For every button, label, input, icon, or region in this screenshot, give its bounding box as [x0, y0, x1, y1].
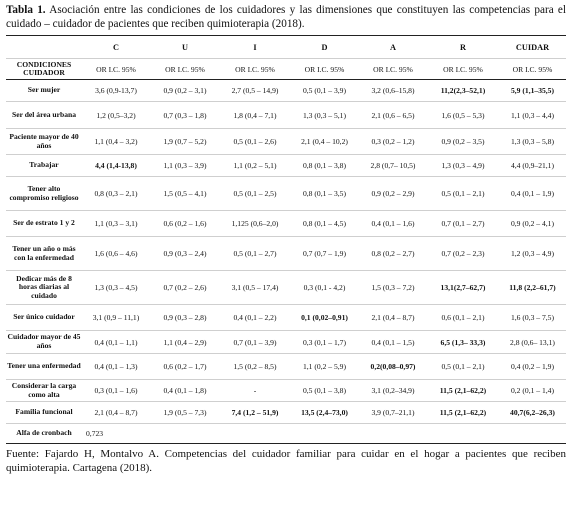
or-ci-cell: 0,9 (0,3 – 2,4): [150, 237, 220, 271]
or-ci-cell: 2,1 (0,6 – 6,5): [359, 102, 427, 129]
or-ci-cell: 1,1 (0,3 – 4,4): [499, 102, 566, 129]
or-ci-cell: 1,9 (0,7 – 5,2): [150, 129, 220, 155]
or-ci-cell: 2,1 (0,4 – 8,7): [359, 305, 427, 331]
or-ci-cell: 1,6 (0,3 – 7,5): [499, 305, 566, 331]
or-ci-cell: 7,4 (1,2 – 51,9): [220, 402, 290, 424]
or-ci-cell: 0,2 (0,1 – 1,4): [499, 380, 566, 402]
condition-label: Familia funcional: [6, 402, 82, 424]
or-ci-cell: 1,1 (0,4 – 2,9): [150, 331, 220, 354]
or-ci-cell: 2,8 (0,6– 13,1): [499, 331, 566, 354]
or-ci-cell: 0,5 (0,1 – 2,6): [220, 129, 290, 155]
table-row: [6, 402, 566, 424]
table-row: [6, 102, 566, 129]
or-ci-cell: 1,8 (0,4 – 7,1): [220, 102, 290, 129]
table-row: [6, 155, 566, 177]
or-ci-cell: 11,2(2,3–52,1): [427, 80, 499, 102]
or-ci-cell: 0,4 (0,1 – 1,1): [82, 331, 150, 354]
or-ci-cell: 0,723: [82, 424, 150, 444]
or-ci-cell: 1,1 (0,4 – 3,2): [82, 129, 150, 155]
or-ci-cell: 0,8 (0,1 – 4,5): [290, 211, 359, 237]
or-ci-cell: 0,3 (0,1 – 1,7): [290, 331, 359, 354]
table-row: [6, 331, 566, 354]
or-ci-cell: 2,8 (0,7– 10,5): [359, 155, 427, 177]
conditions-header: CONDICIONES CUIDADOR: [6, 59, 82, 80]
condition-label: Ser de estrato 1 y 2: [6, 211, 82, 237]
subheader-row: [6, 59, 566, 80]
or-ci-header: OR I.C. 95%: [359, 59, 427, 80]
or-ci-cell: 0,9 (0,2 – 2,9): [359, 177, 427, 211]
or-ci-cell: [359, 424, 427, 444]
table-row: [6, 305, 566, 331]
or-ci-cell: 1,5 (0,5 – 4,1): [150, 177, 220, 211]
or-ci-cell: 0,4 (0,1 – 1,3): [82, 354, 150, 380]
table-row: [6, 211, 566, 237]
or-ci-cell: 0,9 (0,2 – 4,1): [499, 211, 566, 237]
or-ci-cell: 11,8 (2,2–61,7): [499, 271, 566, 305]
or-ci-header: OR I.C. 95%: [290, 59, 359, 80]
or-ci-cell: 0,7 (0,1 – 3,9): [220, 331, 290, 354]
or-ci-cell: 1,3 (0,3 – 5,8): [499, 129, 566, 155]
or-ci-cell: 1,5 (0,2 – 8,5): [220, 354, 290, 380]
or-ci-cell: 6,5 (1,3– 33,3): [427, 331, 499, 354]
or-ci-cell: 1,3 (0,3 – 4,9): [427, 155, 499, 177]
condition-label: Ser mujer: [6, 80, 82, 102]
table-row: [6, 80, 566, 102]
or-ci-cell: 1,5 (0,3 – 7,2): [359, 271, 427, 305]
or-ci-cell: 0,9 (0,3 – 2,8): [150, 305, 220, 331]
condition-label: Alfa de cronbach: [6, 424, 82, 444]
or-ci-cell: 3,2 (0,6–15,8): [359, 80, 427, 102]
or-ci-cell: 0,5 (0,1 – 2,1): [427, 177, 499, 211]
or-ci-cell: 0,3 (0,1 - 4,2): [290, 271, 359, 305]
condition-label: Trabajar: [6, 155, 82, 177]
condition-label: Tener un año o más con la enfermedad: [6, 237, 82, 271]
table-row: [6, 380, 566, 402]
caption-label: Tabla 1.: [6, 4, 46, 16]
or-ci-cell: 1,3 (0,3 – 5,1): [290, 102, 359, 129]
or-ci-cell: 4,4 (0,9–21,1): [499, 155, 566, 177]
source-note: Fuente: Fajardo H, Montalvo A. Competencias del cuidador familiar para cuidar en el hogar a pacientes que reciben quimioterapia. Cartagena (2018).: [6, 448, 566, 474]
table-row: [6, 271, 566, 305]
or-ci-cell: 0,5 (0,1 – 2,7): [220, 237, 290, 271]
or-ci-cell: [499, 424, 566, 444]
or-ci-cell: 0,7 (0,2 – 2,3): [427, 237, 499, 271]
or-ci-cell: 0,6 (0,2 – 1,6): [150, 211, 220, 237]
association-table: [6, 35, 566, 444]
or-ci-cell: 0,8 (0,2 – 2,7): [359, 237, 427, 271]
condition-label: Tener alto compromiso religioso: [6, 177, 82, 211]
or-ci-cell: 1,3 (0,3 – 4,5): [82, 271, 150, 305]
or-ci-cell: 1,1 (0,2 – 5,1): [220, 155, 290, 177]
caption-text: Asociación entre las condiciones de los cuidadores y las dimensiones que constituyen las competencias para el cuidado – cuidador de pacientes que reciben quimioterapia (2018).: [6, 4, 566, 30]
or-ci-header: OR I.C. 95%: [150, 59, 220, 80]
or-ci-cell: 0,5 (0,1 – 3,8): [290, 380, 359, 402]
or-ci-cell: 1,6 (0,5 – 5,3): [427, 102, 499, 129]
or-ci-cell: 0,1 (0,02–0,91): [290, 305, 359, 331]
or-ci-cell: 1,1 (0,3 – 3,9): [150, 155, 220, 177]
or-ci-cell: -: [220, 380, 290, 402]
or-ci-cell: [150, 424, 220, 444]
condition-label: Tener una enfermedad: [6, 354, 82, 380]
or-ci-cell: [427, 424, 499, 444]
table-body: [6, 80, 566, 444]
or-ci-cell: 0,7 (0,2 – 2,6): [150, 271, 220, 305]
or-ci-cell: 0,7 (0,7 – 1,9): [290, 237, 359, 271]
condition-label: Paciente mayor de 40 años: [6, 129, 82, 155]
or-ci-cell: 0,4 (0,1 – 1,9): [499, 177, 566, 211]
or-ci-cell: 1,2 (0,5–3,2): [82, 102, 150, 129]
table-row: [6, 354, 566, 380]
table-row: [6, 237, 566, 271]
or-ci-cell: 40,7(6,2–26,3): [499, 402, 566, 424]
or-ci-cell: 0,3 (0,2 – 1,2): [359, 129, 427, 155]
or-ci-cell: 0,5 (0,1 – 2,1): [427, 354, 499, 380]
dimension-header: A: [359, 36, 427, 59]
or-ci-cell: 1,1 (0,3 – 3,1): [82, 211, 150, 237]
or-ci-cell: 5,9 (1,1–35,5): [499, 80, 566, 102]
or-ci-cell: 1,125 (0,6–2,0): [220, 211, 290, 237]
or-ci-header: OR I.C. 95%: [220, 59, 290, 80]
or-ci-cell: 0,9 (0,2 – 3,5): [427, 129, 499, 155]
or-ci-cell: 1,2 (0,3 – 4,9): [499, 237, 566, 271]
or-ci-header: OR I.C. 95%: [499, 59, 566, 80]
or-ci-cell: 3,6 (0,9-13,7): [82, 80, 150, 102]
blank-corner: [6, 36, 82, 59]
or-ci-cell: 1,9 (0,5 – 7,3): [150, 402, 220, 424]
table-row: [6, 129, 566, 155]
or-ci-cell: 0,3 (0,1 – 1,6): [82, 380, 150, 402]
or-ci-cell: 3,1 (0,2–34,9): [359, 380, 427, 402]
dimension-header: C: [82, 36, 150, 59]
or-ci-cell: 0,8 (0,3 – 2,1): [82, 177, 150, 211]
or-ci-cell: [290, 424, 359, 444]
or-ci-cell: 13,5 (2,4–73,0): [290, 402, 359, 424]
dimension-header: D: [290, 36, 359, 59]
or-ci-cell: 0,4 (0,1 – 2,2): [220, 305, 290, 331]
or-ci-cell: 1,6 (0,6 – 4,6): [82, 237, 150, 271]
or-ci-cell: 2,1 (0,4 – 8,7): [82, 402, 150, 424]
or-ci-cell: 0,5 (0,1 – 2,5): [220, 177, 290, 211]
or-ci-cell: 0,7 (0,3 – 1,8): [150, 102, 220, 129]
or-ci-cell: 3,9 (0,7–21,1): [359, 402, 427, 424]
or-ci-cell: 3,1 (0,5 – 17,4): [220, 271, 290, 305]
or-ci-cell: 4,4 (1,4-13,8): [82, 155, 150, 177]
or-ci-cell: 0,8 (0,1 – 3,8): [290, 155, 359, 177]
or-ci-cell: 3,1 (0,9 – 11,1): [82, 305, 150, 331]
dimension-header: I: [220, 36, 290, 59]
table-caption: [6, 3, 566, 31]
dimension-header: U: [150, 36, 220, 59]
table-row: [6, 424, 566, 444]
condition-label: Ser único cuidador: [6, 305, 82, 331]
or-ci-cell: 0,7 (0,1 – 2,7): [427, 211, 499, 237]
or-ci-cell: 0,6 (0,1 – 2,1): [427, 305, 499, 331]
or-ci-cell: 13,1(2,7–62,7): [427, 271, 499, 305]
or-ci-cell: [220, 424, 290, 444]
or-ci-cell: 0,4 (0,1 – 1,8): [150, 380, 220, 402]
or-ci-cell: 11,5 (2,1–62,2): [427, 402, 499, 424]
condition-label: Considerar la carga como alta: [6, 380, 82, 402]
or-ci-cell: 1,1 (0,2 – 5,9): [290, 354, 359, 380]
or-ci-cell: 0,8 (0,1 – 3,5): [290, 177, 359, 211]
or-ci-cell: 0,5 (0,1 – 3,9): [290, 80, 359, 102]
or-ci-cell: 2,7 (0,5 – 14,9): [220, 80, 290, 102]
or-ci-cell: 0,4 (0,2 – 1,9): [499, 354, 566, 380]
dimension-header: R: [427, 36, 499, 59]
or-ci-cell: 2,1 (0,4 – 10,2): [290, 129, 359, 155]
or-ci-cell: 0,4 (0,1 – 1,6): [359, 211, 427, 237]
condition-label: Ser del área urbana: [6, 102, 82, 129]
or-ci-cell: 0,2(0,08–0,97): [359, 354, 427, 380]
table-row: [6, 177, 566, 211]
dimension-header-row: [6, 36, 566, 59]
condition-label: Cuidador mayor de 45 años: [6, 331, 82, 354]
or-ci-cell: 0,9 (0,2 – 3,1): [150, 80, 220, 102]
condition-label: Dedicar más de 8 horas diarias al cuidado: [6, 271, 82, 305]
or-ci-cell: 0,4 (0,1 – 1,5): [359, 331, 427, 354]
or-ci-header: OR I.C. 95%: [427, 59, 499, 80]
or-ci-cell: 0,6 (0,2 – 1,7): [150, 354, 220, 380]
dimension-header: CUIDAR: [499, 36, 566, 59]
or-ci-header: OR I.C. 95%: [82, 59, 150, 80]
or-ci-cell: 11,5 (2,1–62,2): [427, 380, 499, 402]
